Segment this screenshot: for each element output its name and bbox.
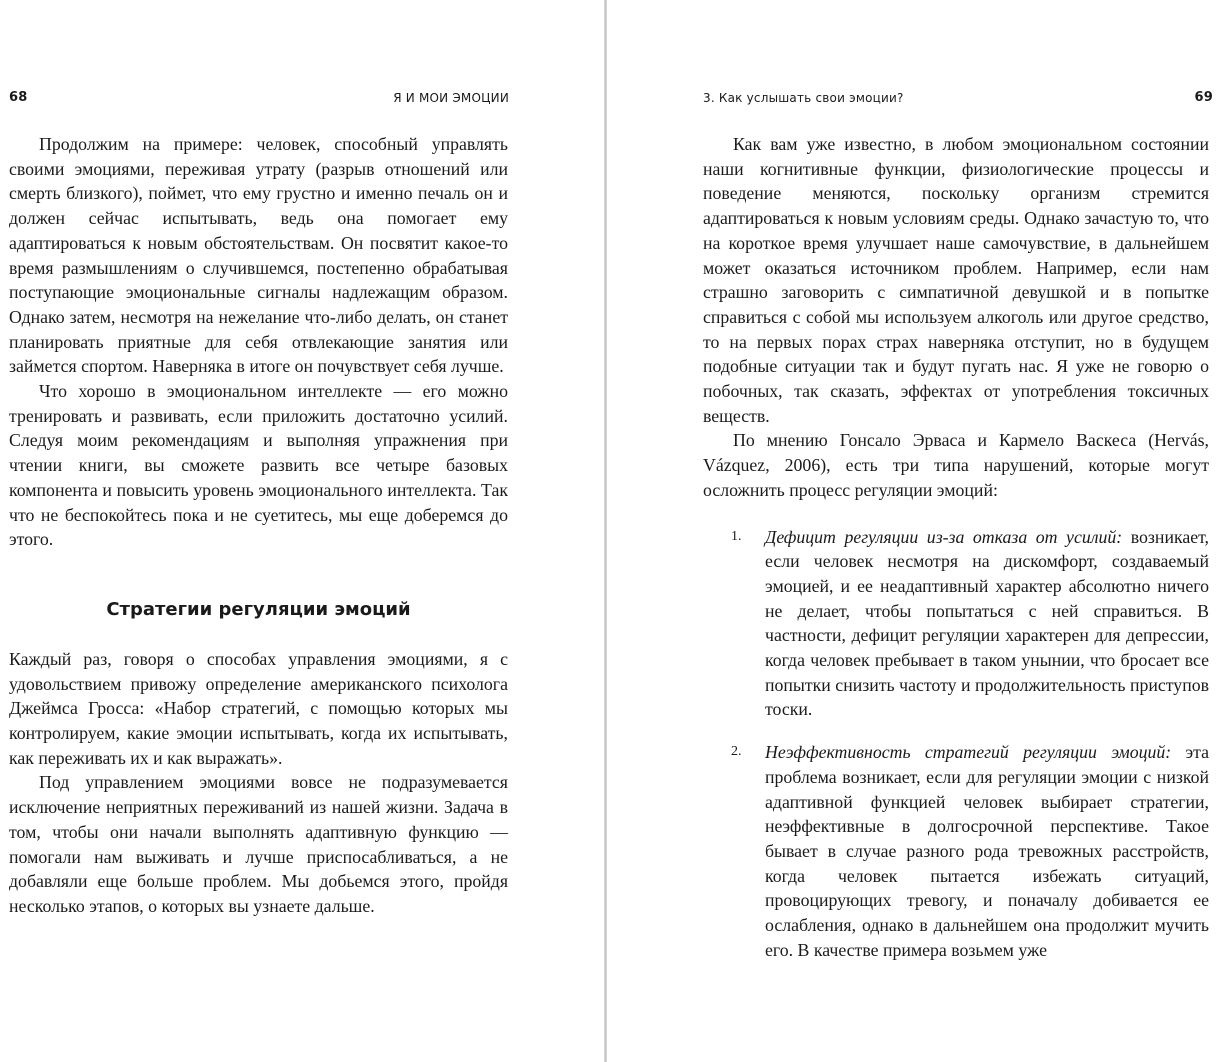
left-paragraph-1: Продолжим на примере: человек, способный управлять своими эмоциями, переживая утрату (разрыв отношений или смерть близкого), поймет, что ему грустно и именно печаль он и должен сейчас испытывать, ведь она помогает ему адаптироваться к новым обстоятельствам. Он посвятит какое-то время размышлениям о случившемся, постепенно обрабатывая поступающие эмоциональные сигналы надлежащим образом. Однако затем, несмотря на нежелание что-либо делать, он станет планировать приятные для себя отвлекающие занятия или займется спортом. Наверняка в итоге он почувствует себя лучше. (9, 134, 508, 377)
list-item-2-number: 2. (731, 744, 742, 760)
list-item-2 (703, 740, 1209, 962)
left-paragraph-2: Что хорошо в эмоциональном интеллекте — его можно тренировать и развивать, если приложить достаточно усилий. Следуя моим рекомендациям и выполняя упражнения при чтении книги, вы сможете развить все четыре базовых компонента и повысить уровень эмоционального интеллекта. Так что не беспокойтесь пока и не суетитесь, мы еще доберемся до этого. (9, 381, 508, 550)
left-page (0, 0, 606, 1062)
section-heading: Стратегии регуляции эмоций (106, 598, 411, 620)
right-page (608, 0, 1218, 1062)
list-item-1-text: возникает, если человек несмотря на дискомфорт, создаваемый эмоцией, и ее неадаптивный характер абсолютно ничего не делает, чтобы попытаться с ней справиться. В частности, дефицит регуляции характерен для депрессии, когда человек пребывает в таком унынии, что бросает все попытки снизить частоту и продолжительность приступов тоски. (765, 526, 1209, 720)
right-chapter-title: 3. Как услышать свои эмоции? (703, 91, 904, 105)
left-page-number: 68 (9, 90, 28, 105)
right-paragraph-2: По мнению Гонсало Эрваса и Кармело Васкеса (Hervás, Vázquez, 2006), есть три типа нарушений, которые могут осложнить процесс регуляции эмоций: (703, 430, 1209, 500)
section-paragraph-1: Каждый раз, говоря о способах управления эмоциями, я с удовольствием привожу определение американского психолога Джеймса Гросса: «Набор стратегий, с помощью которых мы контролируем, какие эмоции испытывать, когда их испытывать, как переживать их и как выражать». (9, 648, 508, 768)
right-page-number: 69 (1194, 90, 1213, 105)
disorder-types-list (703, 525, 1209, 963)
left-running-head (9, 88, 509, 108)
list-item-1-term: Дефицит регуляции из-за отказа от усилий: (765, 526, 1131, 547)
right-body-text (703, 132, 1209, 963)
section-paragraph-2: Под управлением эмоциями вовсе не подразумевается исключение неприятных переживаний из нашей жизни. Задача в том, чтобы они начали выполнять адаптивную функцию — помогали нам выживать и лучше приспосабливаться, а не добавляли еще больше проблем. Мы добьемся этого, пройдя несколько этапов, о которых вы узнаете дальше. (9, 772, 508, 916)
right-paragraph-1: Как вам уже известно, в любом эмоциональном состоянии наши когнитивные функции, физиологические процессы и поведение меняются, поскольку организм стремится адаптироваться к новым условиям среды. Однако зачастую то, что на короткое время улучшает наше самочувствие, в дальнейшем может оказаться источником проблем. Например, если нам страшно заговорить с симпатичной девушкой и в попытке справиться с собой мы используем алкоголь или другое средство, то на первых порах страх наверняка отступит, но в будущем подобные ситуации так и будут пугать нас. Я уже не говорю о побочных, так сказать, эффектах от употребления токсичных веществ. (703, 134, 1209, 426)
left-body-text (9, 132, 508, 919)
left-book-title: Я И МОИ ЭМОЦИИ (393, 91, 509, 105)
book-gutter (604, 0, 607, 1062)
list-item-1 (703, 525, 1209, 723)
list-item-1-number: 1. (731, 528, 742, 544)
list-item-2-text: эта проблема возникает, если для регуляции эмоции с низкой адаптивной функцией человек выбирает стратегии, неэффективные в долгосрочной перспективе. Такое бывает в случае разного рода тревожных расстройств, когда человек пытается избежать ситуаций, провоцирующих тревогу, и поначалу добивается ее ослабления, однако в дальнейшем она продолжит мучить его. В качестве примера возьмем уже (765, 742, 1209, 960)
list-item-2-term: Неэффективность стратегий регуляции эмоций: (765, 742, 1186, 763)
right-running-head (703, 88, 1213, 108)
